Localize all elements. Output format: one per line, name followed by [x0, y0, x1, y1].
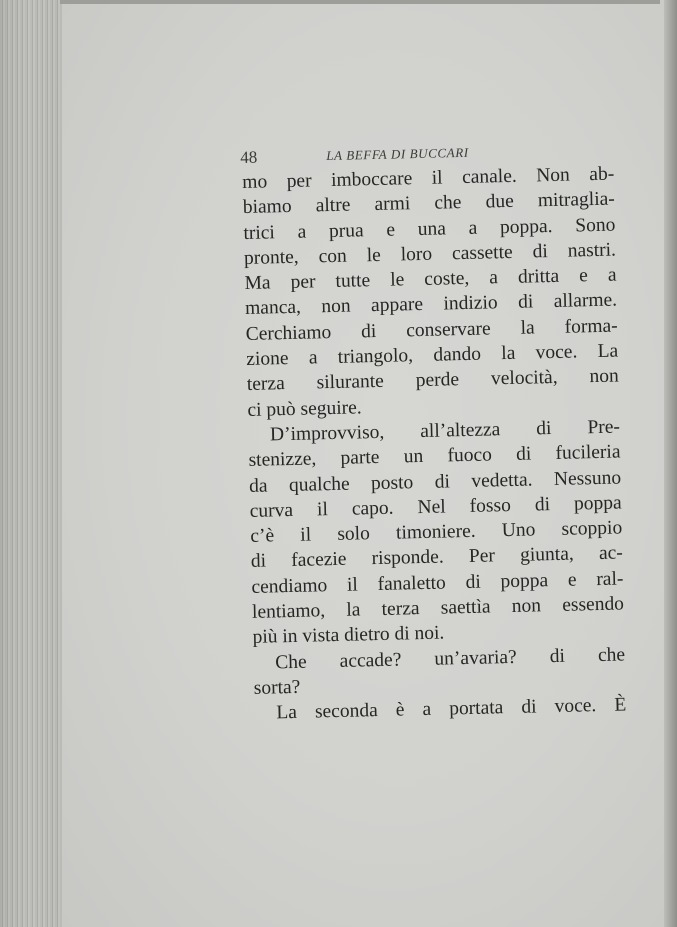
- text-line: zione a triangolo, dando la voce. La: [246, 340, 619, 371]
- page-right-edge: [664, 0, 677, 927]
- text-line: da qualche posto di vedetta. Nessuno: [248, 467, 622, 497]
- text-line: terza silurante perde velocità, non: [246, 365, 620, 396]
- page-number: 48: [240, 147, 258, 167]
- text-line: Cerchiamo di conservare la forma-: [245, 315, 618, 345]
- text-line: biamo altre armi che due mitraglia-: [242, 188, 615, 219]
- body-text: [242, 162, 627, 727]
- page-top-edge: [60, 0, 660, 4]
- text-line: curva il capo. Nel fosso di poppa: [249, 492, 622, 522]
- text-line: più in vista dietro di noi.: [252, 622, 445, 649]
- text-line: ci può seguire.: [247, 397, 362, 421]
- text-line: di facezie risponde. Per giunta, ac-: [250, 542, 624, 573]
- text-line: Che accade? un’avaria? di che: [274, 644, 626, 674]
- text-line: trici a prua e una a poppa. Sono: [243, 214, 616, 244]
- running-title: LA BEFFA DI BUCCARI: [326, 144, 469, 164]
- text-line: mo per imboccare il canale. Non ab-: [242, 163, 615, 193]
- text-line: manca, non appare indizio di allarme.: [244, 290, 618, 320]
- text-line: sorta?: [253, 676, 301, 699]
- text-line: cendiamo il fanaletto di poppa e ral-: [251, 568, 624, 598]
- text-line: stenizze, parte un fuoco di fucileria: [248, 441, 621, 472]
- text-line: pronte, con le loro cassette di nastri.: [243, 239, 617, 269]
- text-line: La seconda è a portata di voce. È: [276, 694, 627, 724]
- text-line: c’è il solo timoniere. Uno scoppio: [250, 517, 623, 548]
- text-line: Ma per tutte le coste, a dritta e a: [244, 264, 617, 295]
- text-line: D’improvviso, all’altezza di Pre-: [269, 416, 621, 446]
- text-line: lentiamo, la terza saettìa non essendo: [251, 593, 625, 623]
